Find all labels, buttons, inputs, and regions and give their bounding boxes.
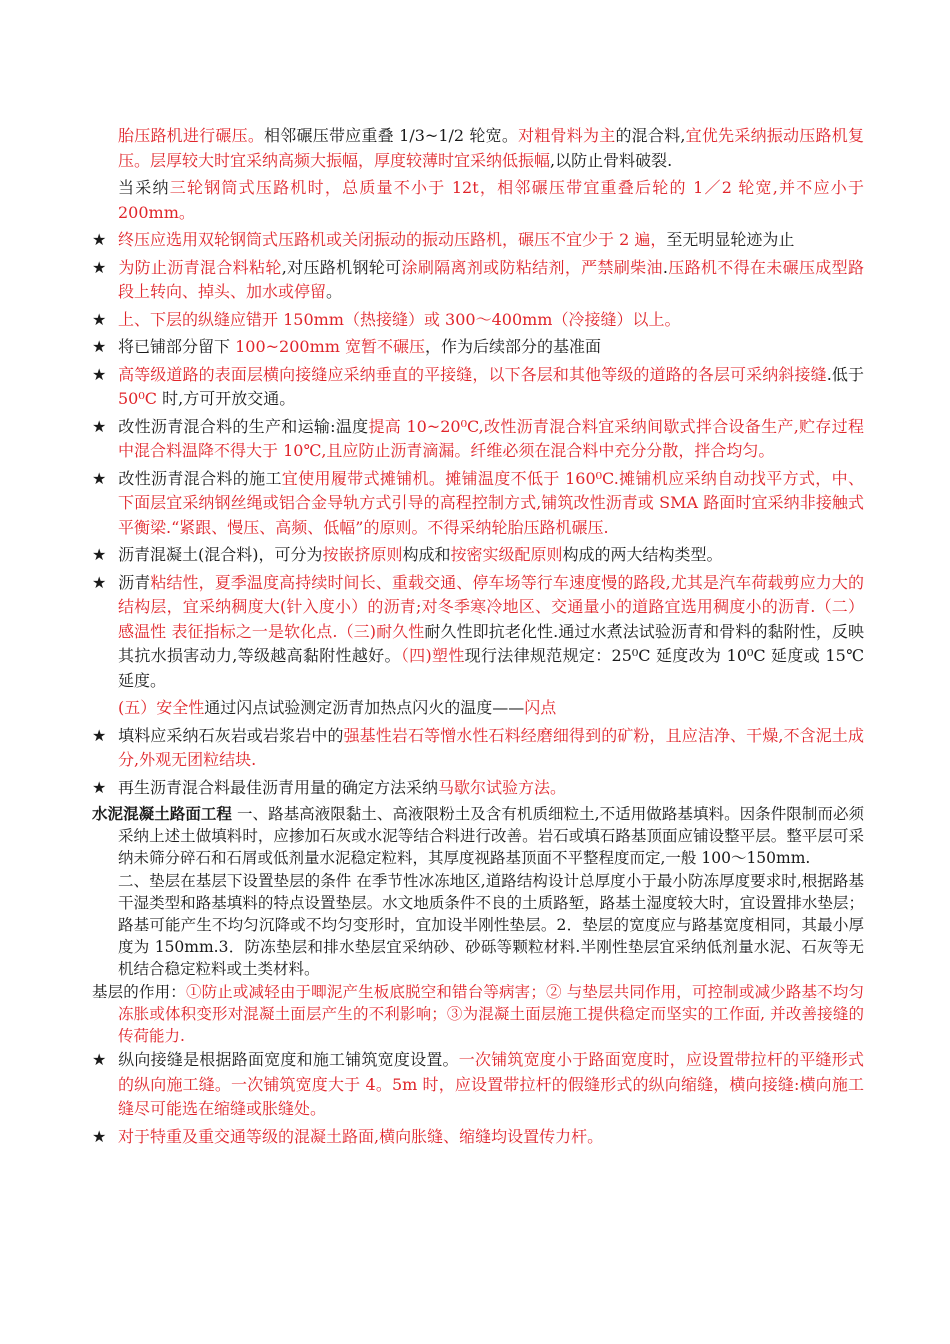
paragraph — [92, 228, 864, 253]
paragraph — [92, 1125, 864, 1150]
body-text: ,以防止骨料破裂. — [550, 150, 673, 170]
paragraph — [92, 571, 864, 694]
star-bullet-icon: ★ — [92, 337, 107, 356]
highlighted-text: 对于特重及重交通等级的混凝土路面,横向胀缝、缩缝均设置传力杆。 — [118, 1126, 604, 1146]
paragraph — [92, 870, 864, 980]
paragraph — [92, 981, 864, 1047]
highlighted-text: 上、下层的纵缝应错开 150mm（热接缝）或 300～400mm（冷接缝）以上。 — [118, 309, 681, 329]
highlighted-text: 胎压路机进行碾压。 — [118, 126, 265, 145]
star-bullet-icon: ★ — [92, 572, 107, 592]
body-text: 当采纳 — [118, 178, 170, 197]
paragraph — [92, 776, 864, 801]
highlighted-text: 压路机不得在未碾压成型路段上转向、掉头、加水或停留 — [118, 257, 864, 301]
highlighted-text: 强基性岩石等憎水性石料经磨细得到的矿粉，且应洁净、干燥,不含泥土成分,外观无团粒结块. — [118, 725, 864, 769]
paragraph — [92, 176, 864, 225]
highlighted-text: 一次铺筑宽度小于路面宽度时，应设置带拉杆的平缝形式的纵向施工缝。一次铺筑宽度大于 4。5m 时，应设置带拉杆的假缝形式的纵向缩缝，横向接缝:横向施工缝尽可能选在缩缝或胀缝处。 — [118, 1050, 864, 1118]
body-text: 的混合料, — [615, 126, 686, 145]
body-text: 构成和 — [402, 545, 451, 564]
highlighted-text: 提高 10~20⁰C,改性沥青混合料宜采纳间歇式拌合设备生产,贮存过程中混合料温降不得大于 10℃,且应防止沥青滴漏。纤维必须在混合料中充分分散，拌合均匀。 — [118, 416, 864, 460]
paragraph — [92, 308, 864, 333]
star-bullet-icon: ★ — [92, 309, 107, 329]
highlighted-text: 终压应选用双轮钢筒式压路机或关闭振动的振动压路机，碾压不宜少于 2 遍， — [118, 230, 667, 249]
body-text: 填料应采纳石灰岩或岩浆岩中的 — [118, 725, 344, 745]
highlighted-text: 高等级道路的表面层横向接缝应采纳垂直的平接缝，以下各层和其他等级的道路的各层可采纳斜接缝 — [118, 364, 827, 384]
body-text: 至无明显轮迹为止 — [666, 230, 795, 249]
highlighted-text: 对粗骨料为主 — [518, 126, 616, 145]
star-bullet-icon: ★ — [92, 468, 107, 488]
star-bullet-icon: ★ — [92, 1050, 107, 1069]
paragraph — [92, 1048, 864, 1122]
paragraph — [92, 696, 864, 721]
body-text: 改性沥青混合料的施工 — [118, 468, 282, 488]
highlighted-text: 50⁰C — [118, 389, 158, 408]
star-bullet-icon: ★ — [92, 230, 107, 249]
body-text: 将已铺部分留下 — [118, 337, 236, 356]
highlighted-text: (五）安全性 — [118, 698, 205, 717]
body-text: 一、路基高液限黏土、高液限粉土及含有机质细粒土,不适用做路基填料。因条件限制而必须采纳上述土做填料时，应掺加石灰或水泥等结合料进行改善。岩石或填石路基顶面应铺设整平层。整平层可采纳未筛分碎石和石屑或低剂量水泥稳定粒料，其厚度视路基顶面不平整程度而定,一般 100～150mm. — [118, 805, 864, 867]
star-bullet-icon: ★ — [92, 416, 107, 436]
highlighted-text: 宜优先采纳振动压路机复压。层厚较大时宜采纳高频大振幅，厚度较薄时宜采纳低振幅 — [118, 126, 864, 170]
body-text: 现行法律规范规定：25⁰C 延度改为 10⁰C 延度或 15℃延度。 — [118, 646, 864, 690]
star-bullet-icon: ★ — [92, 777, 107, 797]
body-text: 构成的两大结构类型。 — [562, 545, 723, 564]
paragraph — [92, 415, 864, 464]
body-text: 基层的作用： — [92, 983, 186, 1001]
body-text: . — [662, 257, 668, 277]
star-bullet-icon: ★ — [92, 725, 107, 745]
body-text: 通过闪点试验测定沥青加热点闪火的温度—— — [204, 698, 525, 717]
highlighted-text: ①防止或减轻由于唧泥产生板底脱空和错台等病害；② 与垫层共同作用，可控制或减少路基不均匀冻胀或体积变形对混凝土面层产生的不利影响；③为混凝土面层施工提供稳定而坚实的工作面, 并改善接缝的传荷能力. — [118, 983, 864, 1045]
paragraph — [92, 335, 864, 360]
body-text: ，作为后续部分的基准面 — [425, 337, 602, 356]
body-text: 二、垫层在基层下设置垫层的条件 在季节性冰冻地区,道路结构设计总厚度小于最小防冻厚度要求时,根据路基干湿类型和路基填料的特点设置垫层。水文地质条件不良的土质路堑，路基土湿度较大时，宜设置排水垫层；路基可能产生不均匀沉降或不均匀变形时，宜加设半刚性垫层。2．垫层的宽度应与路基宽度相同，其最小厚度为 150mm.3．防冻垫层和排水垫层宜采纳砂、砂砾等颗粒材料.半刚性垫层宜采纳低剂量水泥、石灰等无机结合稳定粒料或土类材料。 — [118, 872, 864, 978]
paragraph — [92, 467, 864, 541]
highlighted-text: 按嵌挤原则 — [322, 545, 403, 564]
highlighted-text: 按密实级配原则 — [450, 545, 563, 564]
star-bullet-icon: ★ — [92, 364, 107, 384]
body-text: 沥青混凝土(混合料)，可分为 — [118, 545, 323, 564]
body-text: 。 — [326, 282, 343, 301]
body-text: 改性沥青混合料的生产和运输:温度 — [118, 416, 369, 436]
body-text: 时,方可开放交通。 — [157, 389, 296, 408]
body-text: 沥青 — [118, 572, 151, 592]
highlighted-text: 粘结性，夏季温度高持续时间长、重载交通、停车场等行车速度慢的路段,尤其是汽车荷载剪应力大的结构层，宜采纳稠度大(针入度小）的沥青;对冬季寒冷地区、交通量小的道路宜选用稠度小的沥青.（二）感温性 表征指标之一是软化点.（三)耐久性 — [118, 572, 864, 641]
paragraph — [92, 724, 864, 773]
body-text: 纵向接缝是根据路面宽度和施工铺筑宽度设置。 — [118, 1050, 459, 1069]
star-bullet-icon: ★ — [92, 545, 107, 564]
body-text: 再生沥青混合料最佳沥青用量的确定方法采纳 — [118, 777, 439, 797]
highlighted-text: 100~200mm 宽暂不碾压 — [235, 337, 426, 356]
body-text: 耐久性即抗老化性.通过水煮法试验沥青和骨料的黏附性，反映其抗水损害动力,等级越高黏附性越好。 — [118, 621, 865, 665]
paragraph — [92, 124, 864, 173]
star-bullet-icon: ★ — [92, 1126, 107, 1146]
section-heading: 水泥混凝土路面工程 — [92, 804, 232, 823]
highlighted-text: （四)塑性 — [400, 646, 465, 665]
highlighted-text: 三轮钢筒式压路机时，总质量不小于 12t，相邻碾压带宜重叠后轮的 1／2 轮宽,并不应小于 200mm。 — [118, 178, 864, 222]
body-text: ,对压路机钢轮可 — [281, 257, 402, 277]
body-text: 相邻碾压带应重叠 1/3~1/2 轮宽。 — [264, 126, 519, 145]
star-bullet-icon: ★ — [92, 257, 107, 277]
highlighted-text: 宜使用履带式摊铺机。摊铺温度不低于 160⁰C.摊铺机应采纳自动找平方式，中、下面层宜采纳钢丝绳或铝合金导轨方式引导的高程控制方式,铺筑改性沥青或 SMA 路面时宜采纳非接触式平衡梁.“紧跟、慢压、高频、低幅”的原则。不得采纳轮胎压路机碾压. — [118, 468, 864, 537]
paragraph — [92, 543, 864, 568]
highlighted-text: 马歇尔试验方法。 — [438, 777, 567, 797]
paragraph — [92, 363, 864, 412]
body-text: .低于 — [826, 364, 864, 384]
paragraph — [92, 803, 864, 869]
highlighted-text: 闪点 — [524, 698, 557, 717]
paragraph — [92, 256, 864, 305]
highlighted-text: 涂刷隔离剂或防粘结剂，严禁刷柴油 — [401, 257, 663, 277]
highlighted-text: 为防止沥青混合料粘轮 — [118, 257, 282, 277]
